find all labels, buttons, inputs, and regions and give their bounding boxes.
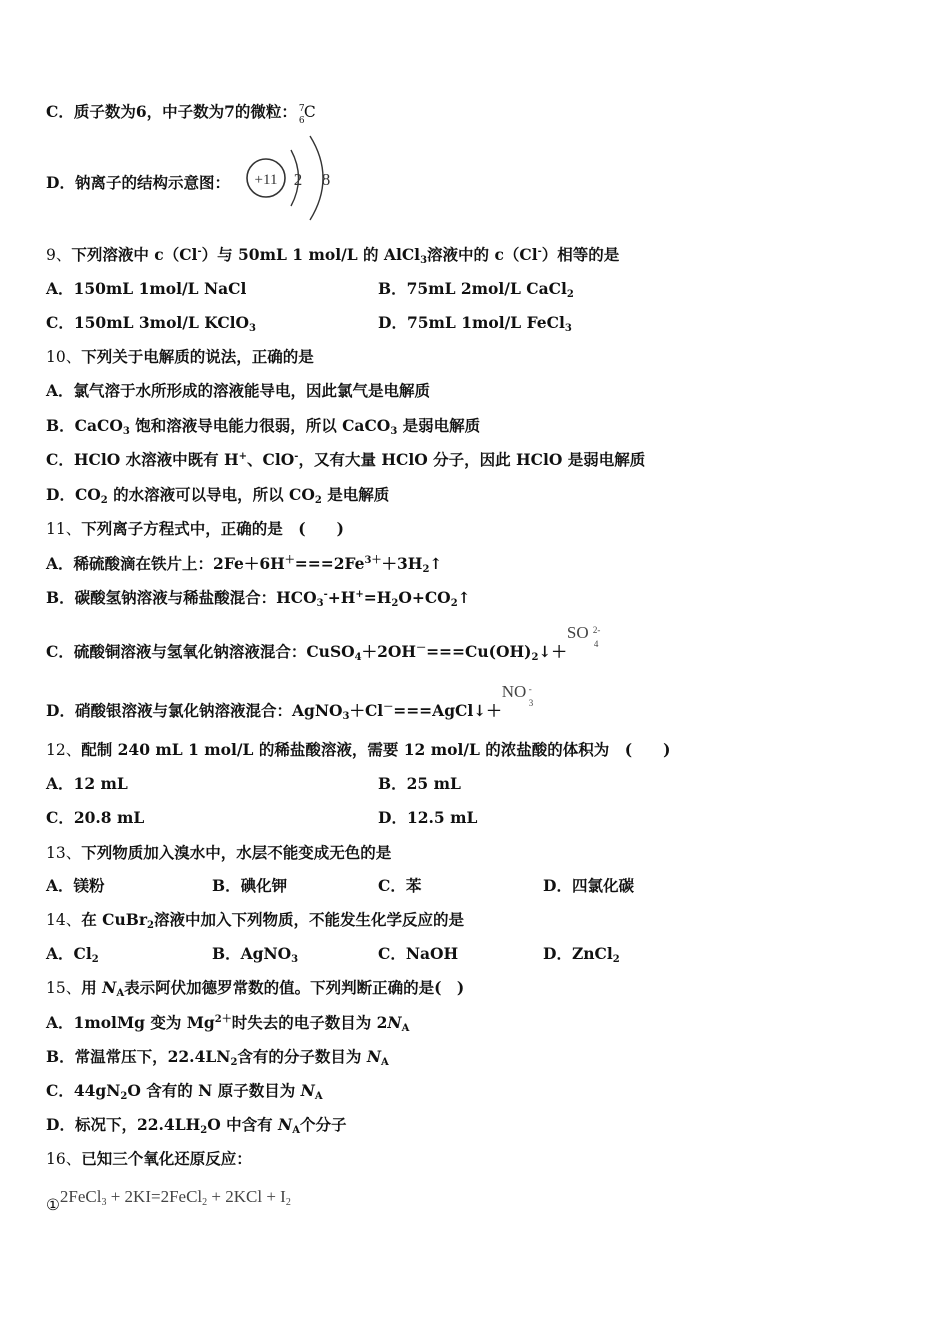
q14-option-d: D．ZnCl$_2$ (543, 944, 620, 965)
q10-option-b: B．CaCO$_3$ 饱和溶液导电能力很弱，所以 CaCO$_3$ 是弱电解质 (46, 416, 481, 437)
q12-stem: 12、配制 240 mL 1 mol/L 的稀盐酸溶液，需要 12 mol/L 的浓盐酸的体积为 ( ) (46, 740, 671, 759)
q9-option-c: C．150mL 3mol/L KClO$_3$ (46, 313, 257, 334)
q12-option-d: D．12.5 mL (378, 808, 478, 827)
nucleus-charge: +11 (254, 172, 278, 188)
q9-option-a: A．150mL 1mol/L NaCl (46, 279, 247, 298)
q11-option-d: D．硝酸银溶液与氯化钠溶液混合：AgNO$_3$＋Cl－===AgCl↓＋ NO - 3 (46, 694, 542, 721)
sulfate-ion-formula: SO 2- 4 (566, 623, 601, 649)
q16-equation-1: ①2FeCl$_3$ + 2KI=2FeCl$_2$ + $2KCl + I_2$ (46, 1187, 291, 1214)
q12-option-c: C．20.8 mL (46, 808, 145, 827)
q15-option-a: A．1molMg 变为 $Mg^{2+}$时失去的电子数目为 $2N_A$ (46, 1013, 410, 1034)
q15-stem: 15、用 $N_A$表示阿伏加德罗常数的值。下列判断正确的是( ) (46, 978, 465, 999)
q9-option-d: D．75mL 1mol/L FeCl$_3$ (378, 313, 572, 334)
q12-option-a: A．12 mL (46, 774, 128, 793)
q13-stem: 13、下列物质加入溴水中，水层不能变成无色的是 (46, 843, 392, 862)
carbon-isotope-notation: 7 6 C (298, 103, 316, 126)
q11-stem: 11、下列离子方程式中，正确的是 ( ) (46, 519, 344, 538)
outer-shell-electrons: 8 (321, 170, 331, 189)
q15-option-c: C．$44gN_2O$ 含有的 N 原子数目为 $N_A$ (46, 1081, 323, 1102)
q11-option-c: C．硫酸铜溶液与氢氧化钠溶液混合：$CuSO_4+2OH^-===Cu(OH)_2↓+$ SO 2- 4 (46, 635, 607, 662)
q10-option-c: C．HClO 水溶液中既有 H+、ClO-，又有大量 HClO 分子，因此 HClO 是弱电解质 (46, 450, 646, 469)
q9-stem: 9、下列溶液中 c（Cl-）与 50mL 1 mol/L 的 AlCl$_3$溶液中的 c（Cl-）相等的是 (46, 245, 620, 266)
q15-option-d: D．标况下，$22.4LH_2O$ 中含有 $N_A$个分子 (46, 1115, 347, 1136)
q14-option-b: B．AgNO$_3$ (212, 944, 299, 965)
nitrate-ion-formula: NO - 3 (501, 682, 534, 708)
q8-option-d: D．钠离子的结构示意图： (46, 173, 230, 192)
circled-number-1: ① (46, 1196, 60, 1214)
sodium-ion-structure-diagram (242, 130, 342, 224)
q12-option-b: B．25 mL (378, 774, 461, 793)
inner-shell-electrons: 2 (293, 170, 303, 189)
q10-option-d: D．$CO_2$ 的水溶液可以导电，所以 $CO_2$ 是电解质 (46, 485, 390, 506)
q14-option-c: C．NaOH (378, 944, 459, 963)
q16-stem: 16、已知三个氧化还原反应： (46, 1149, 252, 1168)
q13-option-d: D．四氯化碳 (543, 876, 634, 895)
q8-option-c: C．质子数为6，中子数为7的微粒： 7 6 C (46, 102, 316, 126)
q13-option-b: B．碘化钾 (212, 876, 288, 895)
q10-stem: 10、下列关于电解质的说法，正确的是 (46, 347, 314, 366)
q11-option-a: A．稀硫酸滴在铁片上：$2Fe+6H^+===2Fe^{3+}+3H_2↑$ (46, 554, 443, 575)
q14-option-a: A．$Cl_2$ (46, 944, 99, 965)
q13-option-c: C．苯 (378, 876, 422, 895)
q10-option-a: A．氯气溶于水所形成的溶液能导电，因此氯气是电解质 (46, 381, 431, 400)
q11-option-b: B．碳酸氢钠溶液与稀盐酸混合：$HCO_3^-+H^+=H_2O+CO_2↑$ (46, 588, 471, 609)
q9-option-b: B．75mL 2mol/L CaCl$_2$ (378, 279, 574, 300)
q13-option-a: A．镁粉 (46, 876, 105, 895)
q14-stem: 14、在 CuBr$_2$溶液中加入下列物质，不能发生化学反应的是 (46, 910, 464, 931)
q15-option-b: B．常温常压下，$22.4LN_2$含有的分子数目为 $N_A$ (46, 1047, 389, 1068)
